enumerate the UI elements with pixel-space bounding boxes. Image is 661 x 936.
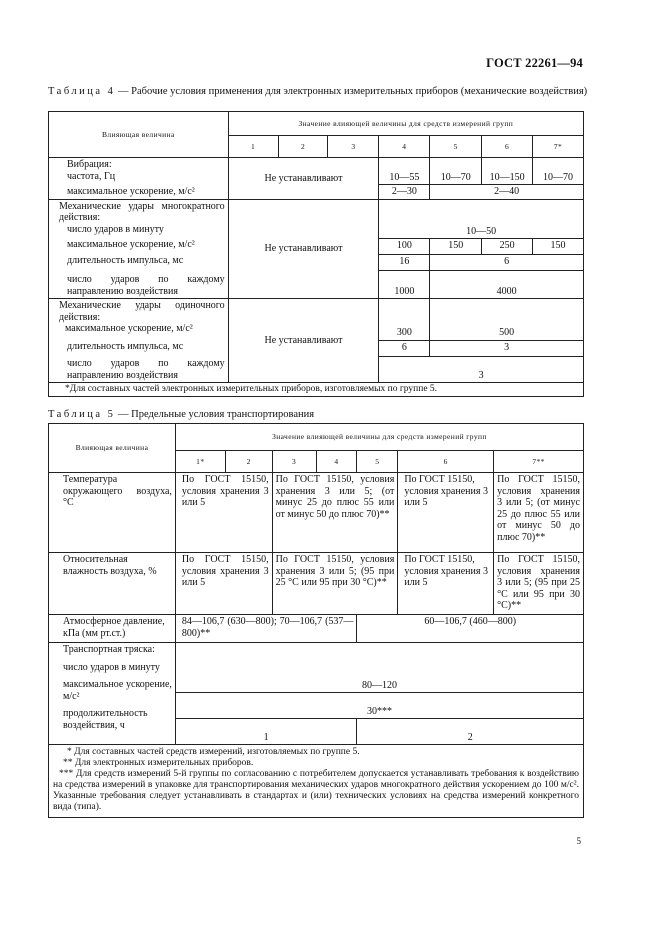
table4-group-1: 1 [228, 136, 278, 158]
temperature-groups-1-2: По ГОСТ 15150, условия хранения 3 или 5 [175, 473, 272, 553]
table5-col-head: Влияющая величина [49, 424, 176, 473]
multi-shock-count-label: число ударов в минуту [67, 223, 164, 235]
transport-shake-label-cell [49, 643, 176, 745]
single-shock-accel-4: 300 [379, 299, 430, 341]
table5-footnotes [49, 745, 584, 818]
table4 [48, 111, 584, 397]
transport-shake-duration-label: продолжительность воздействия, ч [63, 708, 148, 731]
table4-caption-text: — Рабочие условия применения для электронных измерительных приборов (механические воздействия) [115, 86, 588, 97]
vibration-freq-5: 10—70 [430, 158, 482, 185]
multi-shock-count-4-7: 10—50 [379, 199, 584, 239]
pressure-groups-1-4: 84—106,7 (630—800); 70—106,7 (537—800)** [175, 615, 357, 643]
transport-shake-duration-1-4: 1 [175, 719, 357, 745]
table4-group-2: 2 [278, 136, 328, 158]
single-shock-per-direction-label: число ударов по каждому направлению воздействия [67, 358, 225, 381]
vibration-accel-5-7: 2—40 [430, 185, 584, 200]
table5-group-7: 7** [494, 451, 584, 473]
humidity-group-6: По ГОСТ 15150, условия хранения 3 или 5 [398, 553, 494, 615]
table4-group-5: 5 [430, 136, 482, 158]
table4-group-3: 3 [328, 136, 379, 158]
multi-shock-accel-label: максимальное ускорение, м/с² [67, 239, 195, 250]
multi-shock-accel-7: 150 [533, 239, 584, 255]
table4-footnote: *Для составных частей электронных измерительных приборов, изготовляемых по группе 5. [49, 383, 584, 397]
single-shock-title: Механические удары одиночного действия: [59, 300, 225, 323]
multi-shock-per-direction-label: число ударов по каждому направлению воздействия [67, 274, 225, 297]
temperature-group-7: По ГОСТ 15150, условия хранения 3 или 5; (от минус 25 до плюс 55 или от минус 50 до плюс 70)** [494, 473, 584, 553]
multi-shock-label-cell [49, 199, 229, 299]
multi-shock-duration-label: длительность импульса, мс [67, 254, 184, 266]
single-shock-duration-4: 6 [379, 340, 430, 356]
vibration-not-set: Не устанавливают [228, 158, 379, 200]
single-shock-per-direction-4-7: 3 [379, 356, 584, 382]
temperature-label: Температура окружающего воздуха, °С [49, 473, 176, 553]
table5-caption-prefix: Таблица 5 [48, 409, 116, 420]
pressure-groups-5-7: 60—106,7 (460—800) [357, 615, 584, 643]
single-shock-label-cell [49, 299, 229, 383]
table4-group-6: 6 [482, 136, 533, 158]
humidity-groups-1-2: По ГОСТ 15150, условия хранения 3 или 5 [175, 553, 272, 615]
single-shock-accel-label: максимальное ускорение, м/с² [65, 323, 193, 334]
temperature-group-6: По ГОСТ 15150, условия хранения 3 или 5 [398, 473, 494, 553]
vibration-freq-7: 10—70 [533, 158, 584, 185]
table5-group-6: 6 [398, 451, 494, 473]
multi-shock-duration-4: 16 [379, 255, 430, 271]
transport-shake-duration-5-7: 2 [357, 719, 584, 745]
multi-shock-duration-5-7: 6 [430, 255, 584, 271]
transport-shake-count-label: число ударов в минуту [63, 661, 160, 673]
table5 [48, 423, 584, 818]
multi-shock-title: Механические удары многократного действия: [59, 200, 225, 223]
single-shock-accel-5-7: 500 [430, 299, 584, 341]
temperature-groups-3-5: По ГОСТ 15150, условия хранения 3 или 5; (от минус 25 до плюс 55 или от минус 50 до плюс 70)** [272, 473, 398, 553]
single-shock-duration-label: длительность импульса, мс [67, 340, 184, 352]
single-shock-duration-5-7: 3 [430, 340, 584, 356]
page-number: 5 [576, 836, 581, 846]
vibration-freq-4: 10—55 [379, 158, 430, 185]
vibration-accel-label: максимальное ускорение, м/с² [67, 186, 195, 197]
table5-group-3: 3 [272, 451, 316, 473]
single-shock-not-set: Не устанавливают [228, 299, 379, 383]
table4-col-head: Влияющая величина [49, 112, 229, 158]
table4-caption-prefix: Таблица 4 [48, 86, 116, 97]
humidity-groups-3-5: По ГОСТ 15150, условия хранения 3 или 5; (95 при 25 °С или 95 при 30 °С)** [272, 553, 398, 615]
vibration-frequency-label: частота, Гц [67, 170, 116, 182]
multi-shock-per-direction-5-7: 4000 [430, 271, 584, 299]
table5-group-1: 1* [175, 451, 225, 473]
table4-group-4: 4 [379, 136, 430, 158]
transport-shake-title: Транспортная тряска: [63, 644, 155, 655]
table4-caption [48, 86, 588, 98]
table5-group-4: 4 [316, 451, 357, 473]
table5-footnote-2: ** Для электронных измерительных приборов. [63, 758, 254, 768]
transport-shake-accel-label: максимальное ускорение, м/с² [63, 679, 172, 702]
pressure-label: Атмосферное давление, кПа (мм рт.ст.) [49, 615, 176, 643]
table5-footnote-1: * Для составных частей средств измерений, изготовляемых по группе 5. [67, 747, 360, 757]
vibration-label-cell [49, 158, 229, 200]
transport-shake-accel-value: 30*** [175, 693, 583, 719]
table5-group-head: Значение влияющей величины для средств измерений групп [175, 424, 583, 451]
table5-group-5: 5 [357, 451, 398, 473]
humidity-group-7: По ГОСТ 15150, условия хранения 3 или 5; (95 при 25 °С или 95 при 30 °С)** [494, 553, 584, 615]
multi-shock-accel-6: 250 [482, 239, 533, 255]
table5-caption [48, 409, 314, 421]
document-id: ГОСТ 22261—94 [486, 56, 583, 70]
multi-shock-not-set: Не устанавливают [228, 199, 379, 299]
vibration-title: Вибрация: [67, 159, 112, 170]
humidity-label: Относительная влажность воздуха, % [49, 553, 176, 615]
multi-shock-accel-4: 100 [379, 239, 430, 255]
vibration-accel-4: 2—30 [379, 185, 430, 200]
table5-group-2: 2 [225, 451, 272, 473]
table4-group-head: Значение влияющей величины для средств измерений групп [228, 112, 583, 136]
table4-group-7: 7* [533, 136, 584, 158]
multi-shock-accel-5: 150 [430, 239, 482, 255]
table5-caption-text: — Предельные условия транспортирования [115, 409, 315, 420]
table5-footnote-3: *** Для средств измерений 5-й группы по согласованию с потребителем допускается устанавливать требования к воздействию на средства измерений в упаковке для транспортирования механических ударов многократного действия ускорением до 100 м/с². Указанные требования следует устанавливать в стандартах и (или) технических условиях на средства измерений конкретного вида (типа). [53, 769, 579, 812]
transport-shake-count-value: 80—120 [175, 643, 583, 693]
vibration-freq-6: 10—150 [482, 158, 533, 185]
multi-shock-per-direction-4: 1000 [379, 271, 430, 299]
